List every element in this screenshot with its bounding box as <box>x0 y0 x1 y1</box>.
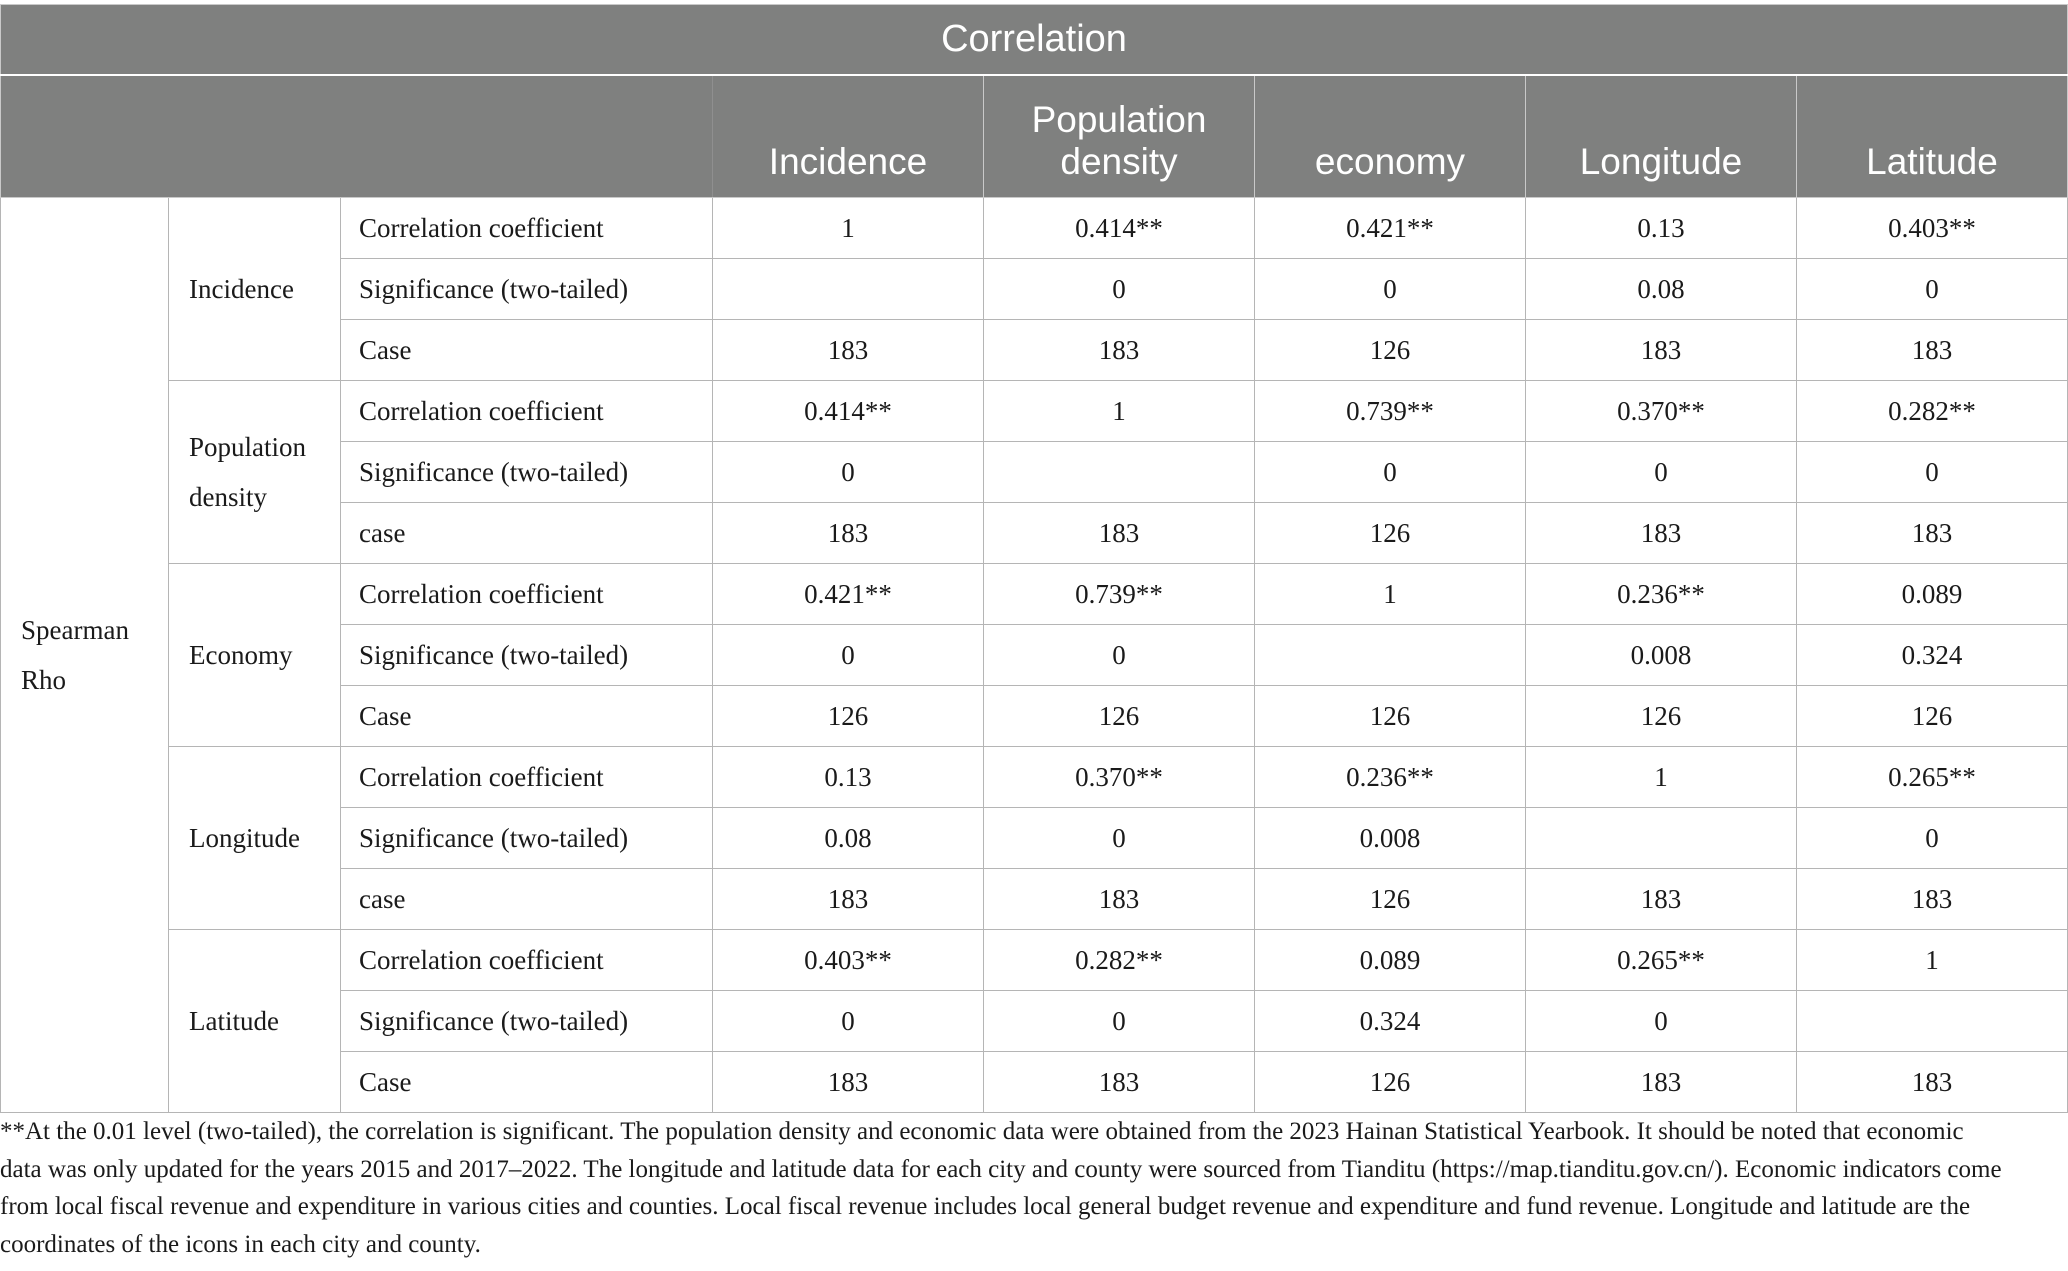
statistic-label: case <box>341 869 713 930</box>
value-cell: 0 <box>1255 442 1526 503</box>
method-label: Spearman Rho <box>1 198 169 1113</box>
value-cell: 126 <box>984 686 1255 747</box>
value-cell: 1 <box>1797 930 2068 991</box>
column-header: Latitude <box>1797 75 2068 198</box>
value-cell: 0 <box>984 259 1255 320</box>
value-cell: 126 <box>713 686 984 747</box>
column-header: economy <box>1255 75 1526 198</box>
value-cell: 0.739** <box>1255 381 1526 442</box>
value-cell: 183 <box>1526 1052 1797 1113</box>
value-cell: 183 <box>1526 320 1797 381</box>
value-cell: 1 <box>713 198 984 259</box>
value-cell: 126 <box>1797 686 2068 747</box>
value-cell: 183 <box>984 1052 1255 1113</box>
correlation-table-container <box>0 4 2068 1113</box>
value-cell: 0 <box>984 991 1255 1052</box>
value-cell: 0.739** <box>984 564 1255 625</box>
statistic-label: Case <box>341 1052 713 1113</box>
statistic-label: Case <box>341 320 713 381</box>
value-cell <box>1797 991 2068 1052</box>
value-cell: 0.403** <box>713 930 984 991</box>
table-row <box>1 564 2068 625</box>
variable-group-label: Economy <box>169 564 341 747</box>
correlation-table <box>0 4 2068 1113</box>
value-cell: 0.403** <box>1797 198 2068 259</box>
variable-group-label: Incidence <box>169 198 341 381</box>
statistic-label: Correlation coefficient <box>341 564 713 625</box>
value-cell: 183 <box>713 869 984 930</box>
value-cell: 0 <box>1526 442 1797 503</box>
value-cell: 0 <box>1797 442 2068 503</box>
table-footnote: **At the 0.01 level (two-tailed), the correlation is significant. The population density and economic data were obtained from the 2023 Hainan Statistical Yearbook. It should be noted that economic data was only updated for the years 2015 and 2017–2022. The longitude and latitude data for each city and county were sourced from Tianditu (https://map.tianditu.gov.cn/). Economic indicators come from local fiscal revenue and expenditure in various cities and counties. Local fiscal revenue includes local general budget revenue and expenditure and fund revenue. Longitude and latitude are the coordinates of the icons in each city and county. <box>0 1118 2002 1258</box>
value-cell: 183 <box>713 503 984 564</box>
value-cell: 0.370** <box>984 747 1255 808</box>
table-row <box>1 381 2068 442</box>
value-cell: 0.265** <box>1526 930 1797 991</box>
value-cell <box>713 259 984 320</box>
table-row <box>1 930 2068 991</box>
value-cell: 0.08 <box>1526 259 1797 320</box>
value-cell: 126 <box>1255 503 1526 564</box>
value-cell: 0 <box>1797 259 2068 320</box>
statistic-label: Significance (two-tailed) <box>341 259 713 320</box>
header-blank-cell <box>1 75 713 198</box>
table-row <box>1 747 2068 808</box>
value-cell: 0.008 <box>1255 808 1526 869</box>
value-cell: 1 <box>984 381 1255 442</box>
value-cell: 0.421** <box>713 564 984 625</box>
value-cell: 0.236** <box>1526 564 1797 625</box>
value-cell: 183 <box>984 869 1255 930</box>
value-cell: 0.089 <box>1797 564 2068 625</box>
value-cell: 126 <box>1255 686 1526 747</box>
value-cell: 0.324 <box>1797 625 2068 686</box>
value-cell <box>1526 808 1797 869</box>
statistic-label: Correlation coefficient <box>341 930 713 991</box>
statistic-label: Case <box>341 686 713 747</box>
value-cell: 126 <box>1255 320 1526 381</box>
value-cell: 0 <box>1526 991 1797 1052</box>
value-cell: 0.089 <box>1255 930 1526 991</box>
statistic-label: Significance (two-tailed) <box>341 991 713 1052</box>
value-cell: 0.421** <box>1255 198 1526 259</box>
statistic-label: Significance (two-tailed) <box>341 808 713 869</box>
column-header: Incidence <box>713 75 984 198</box>
statistic-label: Significance (two-tailed) <box>341 442 713 503</box>
value-cell: 183 <box>984 320 1255 381</box>
column-header: Longitude <box>1526 75 1797 198</box>
value-cell: 0.414** <box>984 198 1255 259</box>
value-cell: 1 <box>1526 747 1797 808</box>
value-cell: 0.370** <box>1526 381 1797 442</box>
statistic-label: case <box>341 503 713 564</box>
statistic-label: Correlation coefficient <box>341 198 713 259</box>
value-cell: 183 <box>1797 869 2068 930</box>
value-cell <box>984 442 1255 503</box>
value-cell: 183 <box>1797 1052 2068 1113</box>
value-cell: 183 <box>1526 503 1797 564</box>
variable-group-label: Population density <box>169 381 341 564</box>
statistic-label: Correlation coefficient <box>341 381 713 442</box>
variable-group-label: Latitude <box>169 930 341 1113</box>
variable-group-label: Longitude <box>169 747 341 930</box>
statistic-label: Significance (two-tailed) <box>341 625 713 686</box>
value-cell: 0.13 <box>713 747 984 808</box>
statistic-label: Correlation coefficient <box>341 747 713 808</box>
value-cell: 126 <box>1526 686 1797 747</box>
value-cell: 183 <box>713 320 984 381</box>
value-cell: 0 <box>1797 808 2068 869</box>
value-cell <box>1255 625 1526 686</box>
value-cell: 0.282** <box>1797 381 2068 442</box>
value-cell: 183 <box>713 1052 984 1113</box>
value-cell: 183 <box>984 503 1255 564</box>
table-title: Correlation <box>1 5 2068 76</box>
value-cell: 0.324 <box>1255 991 1526 1052</box>
table-row <box>1 198 2068 259</box>
value-cell: 126 <box>1255 1052 1526 1113</box>
value-cell: 183 <box>1797 503 2068 564</box>
value-cell: 1 <box>1255 564 1526 625</box>
value-cell: 0.13 <box>1526 198 1797 259</box>
value-cell: 0 <box>984 808 1255 869</box>
value-cell: 0.265** <box>1797 747 2068 808</box>
column-header: Population density <box>984 75 1255 198</box>
value-cell: 0.008 <box>1526 625 1797 686</box>
value-cell: 183 <box>1526 869 1797 930</box>
value-cell: 0.414** <box>713 381 984 442</box>
table-body <box>1 198 2068 1113</box>
value-cell: 0 <box>1255 259 1526 320</box>
value-cell: 126 <box>1255 869 1526 930</box>
value-cell: 183 <box>1797 320 2068 381</box>
value-cell: 0.08 <box>713 808 984 869</box>
value-cell: 0.236** <box>1255 747 1526 808</box>
value-cell: 0 <box>713 442 984 503</box>
value-cell: 0 <box>984 625 1255 686</box>
value-cell: 0 <box>713 625 984 686</box>
value-cell: 0.282** <box>984 930 1255 991</box>
value-cell: 0 <box>713 991 984 1052</box>
